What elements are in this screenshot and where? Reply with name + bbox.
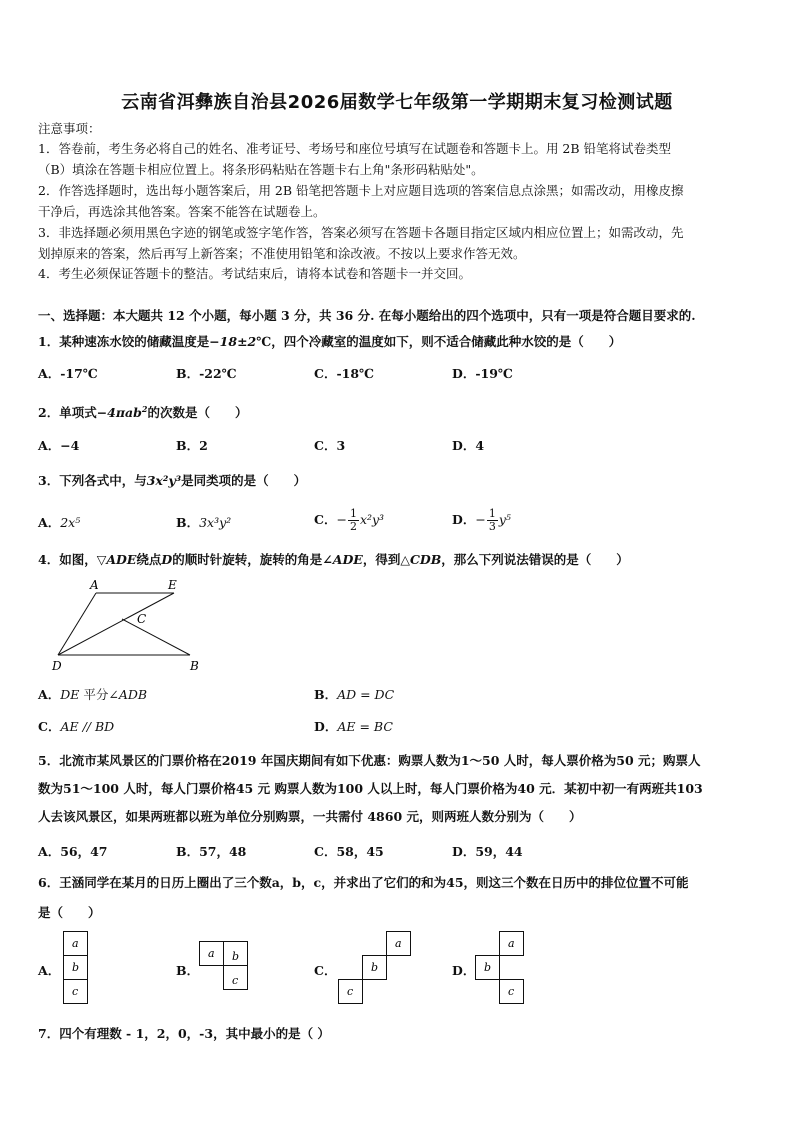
q3-stem-math: 3x²y³ — [146, 473, 182, 488]
q4-stem-math-2: D — [161, 552, 173, 567]
q3-stem-text-2: 是同类项的是（ ） — [181, 473, 307, 488]
question-5-line: 人去该风景区，如果两班都以班为单位分别购票，一共需付 4860 元，则两班人数分别为（ ） — [38, 809, 582, 824]
q1-option-b[interactable]: B．-22℃ — [176, 366, 237, 381]
q6-option-d-calendar[interactable] — [474, 930, 530, 1008]
q4-option-b-label: B． — [314, 687, 338, 702]
segment-cb — [122, 619, 190, 655]
q4-option-a-math-2: ∠ADB — [108, 687, 148, 702]
q3-option-c-label: C． — [314, 512, 337, 527]
q2-stem-math: −4πab — [96, 405, 142, 421]
q4-option-d-label: D． — [314, 719, 338, 734]
q4-option-d-math: AE = BC — [337, 719, 393, 734]
fraction-numerator: 1 — [488, 507, 496, 520]
q3-option-d-fraction — [487, 508, 498, 533]
q5-option-a[interactable]: A．56，47 — [38, 844, 108, 859]
q2-option-c[interactable]: C．3 — [314, 438, 346, 453]
q4-stem-text-2: 绕点 — [136, 552, 162, 567]
q1-option-c[interactable]: C．-18℃ — [314, 366, 375, 381]
q1-stem-text: 1．某种速冻水饺的储藏温度是 — [38, 334, 210, 349]
q4-stem-math-4: △CDB — [400, 552, 442, 567]
q4-stem-math-3: ∠ADE — [322, 552, 363, 567]
question-6-line: 6．王涵同学在某月的日历上圈出了三个数a，b，c，并求出了它们的和为45，则这三个数在日历中的排位位置不可能 — [38, 875, 689, 890]
question-7-stem: 7．四个有理数 - 1，2，0，-3，其中最小的是（ ） — [38, 1026, 330, 1041]
q4-option-c-label: C． — [38, 719, 61, 734]
q5-option-b[interactable]: B．57，48 — [176, 844, 247, 859]
q3-option-b[interactable] — [176, 514, 231, 532]
q4-stem-math: ▽ADE — [96, 552, 137, 567]
cell-label-b: b — [484, 961, 492, 974]
question-1-stem — [38, 333, 621, 351]
cell-label-b: b — [232, 950, 240, 963]
q4-option-b-math: AD = DC — [337, 687, 395, 702]
q4-option-c-math: AE // BD — [60, 719, 115, 734]
question-5-line: 数为51～100 人时，每人门票价格45 元 购票人数为100 人以上时，每人门票价格为40 元．某初中初一有两班共103 — [38, 781, 703, 796]
q2-option-a[interactable]: A．−4 — [38, 438, 80, 453]
q4-option-a[interactable] — [38, 686, 147, 704]
point-label-a: A — [90, 578, 99, 592]
q2-stem-text-2: 的次数是（ ） — [147, 405, 248, 421]
notice-line: 2．作答选择题时，选出每小题答案后，用 2B 铅笔把答题卡上对应题目选项的答案信息点涂黑；如需改动，用橡皮擦 — [38, 183, 684, 198]
q3-option-a-math: 2x⁵ — [60, 515, 81, 530]
q3-option-c[interactable] — [314, 508, 384, 533]
cell-label-a: a — [208, 947, 215, 960]
point-label-d: D — [52, 659, 62, 673]
cell-label-c: c — [508, 985, 515, 998]
q5-option-c[interactable]: C．58，45 — [314, 844, 384, 859]
question-6-line: 是（ ） — [38, 905, 101, 920]
q3-option-c-sign: − — [336, 512, 347, 527]
fraction-numerator: 1 — [349, 507, 357, 520]
point-label-e: E — [168, 578, 177, 592]
question-3-stem — [38, 472, 306, 490]
q4-option-c[interactable] — [38, 718, 114, 736]
q3-option-d-sign: − — [475, 512, 486, 527]
notice-line: 划掉原来的答案，然后再写上新答案；不准使用铅笔和涂改液。不按以上要求作答无效。 — [38, 246, 526, 261]
q1-stem-math: −18±2 — [209, 334, 257, 349]
q3-option-d[interactable] — [452, 508, 511, 533]
notice-line: 1．答卷前，考生务必将自己的姓名、准考证号、考场号和座位号填写在试题卷和答题卡上。用 2B 铅笔将试卷类型 — [38, 141, 672, 156]
q4-option-b[interactable] — [314, 686, 394, 704]
cell-label-b: b — [72, 961, 80, 974]
cell-label-a: a — [395, 937, 402, 950]
q2-option-b[interactable]: B．2 — [176, 438, 208, 453]
q3-option-d-math: y⁵ — [498, 512, 511, 527]
q2-option-d[interactable]: D．4 — [452, 438, 485, 453]
cell-label-b: b — [371, 961, 379, 974]
q4-geometry-figure — [44, 574, 214, 674]
question-5-line: 5．北流市某风景区的门票价格在2019 年国庆期间有如下优惠：购票人数为1～50 人时，每人票价格为50 元；购票人 — [38, 753, 701, 768]
q1-option-d[interactable]: D．-19℃ — [452, 366, 513, 381]
cell-label-c: c — [347, 985, 354, 998]
notice-heading: 注意事项： — [38, 121, 101, 136]
q3-option-b-math: 3x³y² — [199, 515, 232, 530]
point-label-b: B — [190, 659, 199, 673]
q1-stem-text-2: ℃，四个冷藏室的温度如下，则不适合储藏此种水饺的是（ ） — [256, 334, 622, 349]
q6-option-c-calendar[interactable] — [337, 930, 417, 1008]
q3-option-a[interactable] — [38, 514, 80, 532]
q3-option-c-fraction — [348, 508, 359, 533]
fraction-denominator: 2 — [349, 520, 357, 533]
q6-option-b-calendar[interactable] — [198, 940, 252, 996]
q2-stem-sup: 2 — [141, 404, 148, 414]
q3-option-c-math: x²y³ — [359, 512, 385, 527]
q4-stem-text-5: ，那么下列说法错误的是（ ） — [441, 552, 629, 567]
page-title: 云南省洱彝族自治县2026届数学七年级第一学期期末复习检测试题 — [121, 92, 673, 113]
point-label-c: C — [137, 612, 147, 626]
q1-option-a[interactable]: A．-17℃ — [38, 366, 98, 381]
notice-line: 干净后，再选涂其他答案。答案不能答在试题卷上。 — [38, 204, 326, 219]
q6-option-a-calendar[interactable] — [62, 930, 90, 1008]
q3-option-a-label: A． — [38, 515, 61, 530]
cell-label-a: a — [72, 937, 79, 950]
q4-option-d[interactable] — [314, 718, 393, 736]
question-2-stem — [38, 400, 247, 422]
q3-option-d-label: D． — [452, 512, 476, 527]
fraction-denominator: 3 — [488, 520, 496, 533]
question-4-stem — [38, 551, 629, 569]
section-heading: 一、选择题：本大题共 12 个小题，每小题 3 分，共 36 分. 在每小题给出的四个选项中，只有一项是符合题目要求的. — [38, 308, 696, 323]
q4-option-a-label: A． — [38, 687, 61, 702]
q3-stem-text: 3．下列各式中，与 — [38, 473, 147, 488]
q4-stem-text-4: ，得到 — [362, 552, 401, 567]
notice-line: 4．考生必须保证答题卡的整洁。考试结束后，请将本试卷和答题卡一并交回。 — [38, 266, 471, 281]
notice-line: 3．非选择题必须用黑色字迹的钢笔或签字笔作答，答案必须写在答题卡各题目指定区域内相应位置上；如需改动，先 — [38, 225, 684, 240]
q2-stem-text: 2．单项式 — [38, 405, 97, 421]
q6-option-d-label[interactable]: D． — [452, 963, 476, 978]
q6-option-c-label[interactable]: C． — [314, 963, 337, 978]
notice-line: （B）填涂在答题卡相应位置上。将条形码粘贴在答题卡右上角"条形码粘贴处"。 — [38, 162, 484, 177]
segment-de — [58, 593, 174, 655]
q6-option-b-label[interactable]: B． — [176, 963, 200, 978]
cell-label-c: c — [232, 974, 239, 987]
q5-option-d[interactable]: D．59，44 — [452, 844, 523, 859]
q4-option-a-math: DE — [60, 687, 80, 702]
q4-stem-text-3: 的顺时针旋转，旋转的角是 — [172, 552, 323, 567]
segment-ad — [58, 593, 96, 655]
q4-option-a-text: 平分 — [83, 687, 109, 702]
q6-option-a-label[interactable]: A． — [38, 963, 61, 978]
cell-label-a: a — [508, 937, 515, 950]
q4-stem-text: 4．如图， — [38, 552, 97, 567]
cell-label-c: c — [72, 985, 79, 998]
q3-option-b-label: B． — [176, 515, 200, 530]
